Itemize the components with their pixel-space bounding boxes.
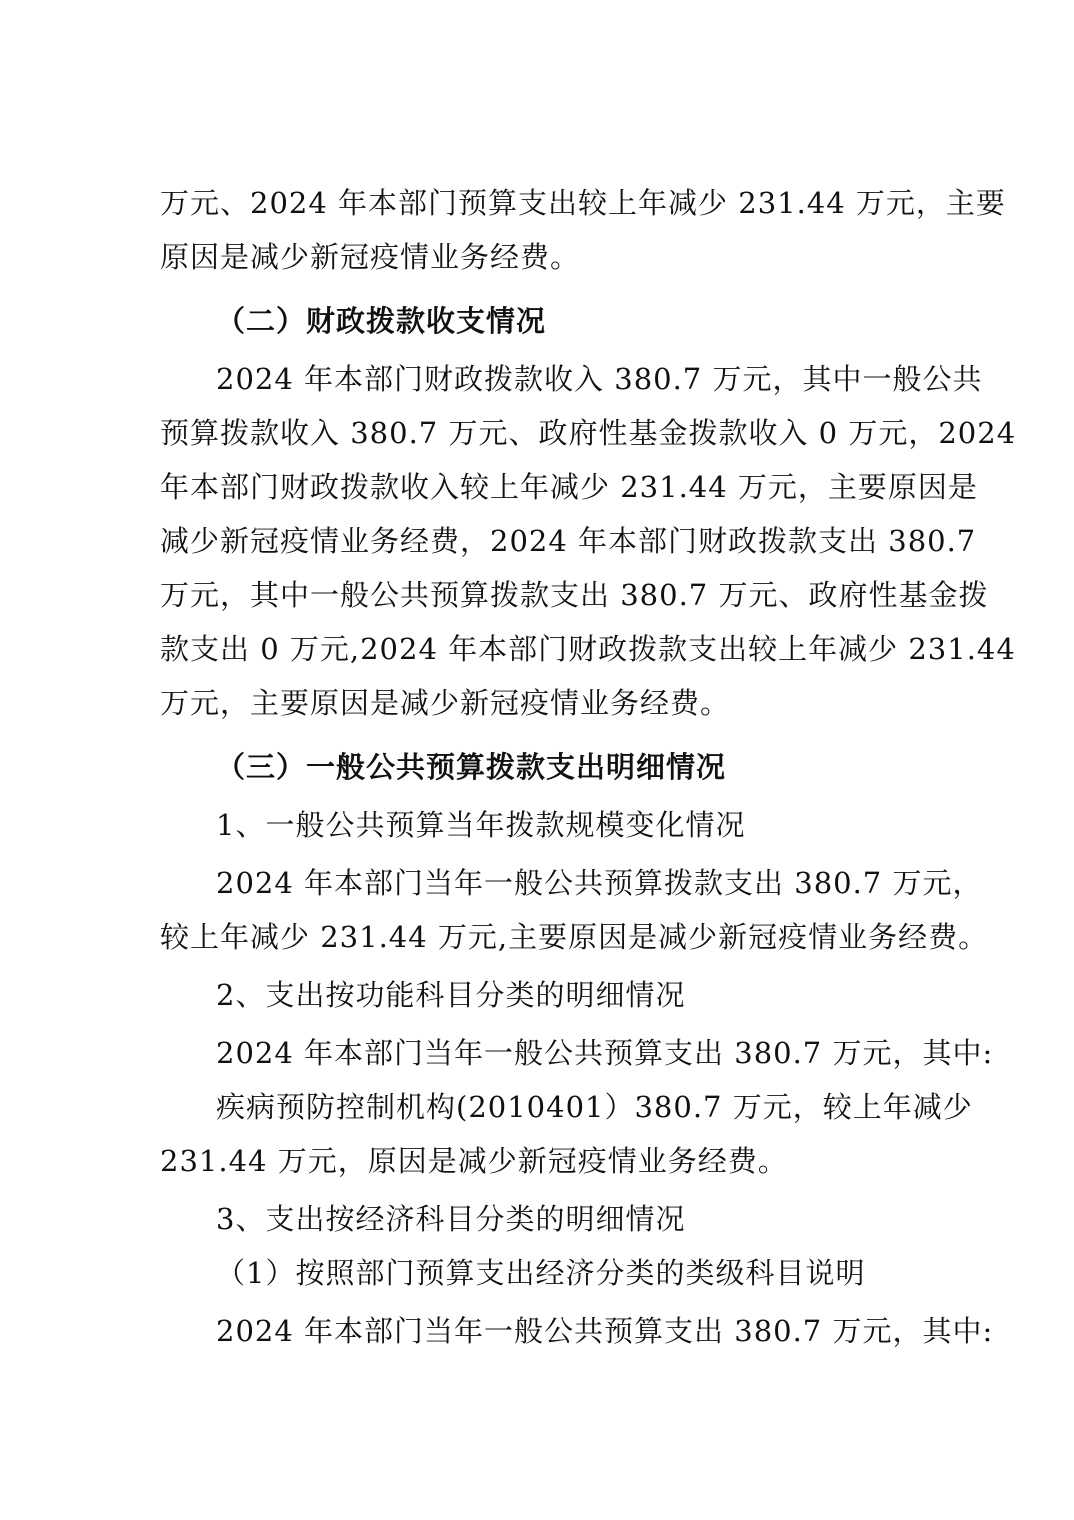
subheading-1: 1、一般公共预算当年拨款规模变化情况 (216, 808, 746, 842)
paragraph-line: 万元、2024 年本部门预算支出较上年减少 231.44 万元，主要 (160, 186, 1006, 220)
paragraph-line: 原因是减少新冠疫情业务经费。 (160, 240, 581, 274)
paragraph-line: 2024 年本部门当年一般公共预算拨款支出 380.7 万元， (216, 866, 983, 900)
section-heading-3: （三）一般公共预算拨款支出明细情况 (216, 750, 727, 784)
subheading-3-1: （1）按照部门预算支出经济分类的类级科目说明 (216, 1256, 866, 1290)
subheading-2: 2、支出按功能科目分类的明细情况 (216, 978, 686, 1012)
paragraph-line: 预算拨款收入 380.7 万元、政府性基金拨款收入 0 万元，2024 (160, 416, 1017, 450)
section-heading-2: （二）财政拨款收支情况 (216, 304, 547, 338)
paragraph-line: 231.44 万元，原因是减少新冠疫情业务经费。 (160, 1144, 788, 1178)
paragraph-line: 2024 年本部门当年一般公共预算支出 380.7 万元，其中: (216, 1314, 994, 1348)
paragraph-line: 减少新冠疫情业务经费，2024 年本部门财政拨款支出 380.7 (160, 524, 977, 558)
paragraph-line: 疾病预防控制机构(2010401）380.7 万元，较上年减少 (216, 1090, 973, 1124)
paragraph-line: 较上年减少 231.44 万元,主要原因是减少新冠疫情业务经费。 (160, 920, 989, 954)
paragraph-line: 2024 年本部门财政拨款收入 380.7 万元，其中一般公共 (216, 362, 983, 396)
subheading-3: 3、支出按经济科目分类的明细情况 (216, 1202, 686, 1236)
paragraph-line: 2024 年本部门当年一般公共预算支出 380.7 万元，其中: (216, 1036, 994, 1070)
paragraph-line: 款支出 0 万元,2024 年本部门财政拨款支出较上年减少 231.44 (160, 632, 1016, 666)
paragraph-line: 万元，其中一般公共预算拨款支出 380.7 万元、政府性基金拨 (160, 578, 989, 612)
paragraph-line: 万元，主要原因是减少新冠疫情业务经费。 (160, 686, 731, 720)
paragraph-line: 年本部门财政拨款收入较上年减少 231.44 万元，主要原因是 (160, 470, 978, 504)
